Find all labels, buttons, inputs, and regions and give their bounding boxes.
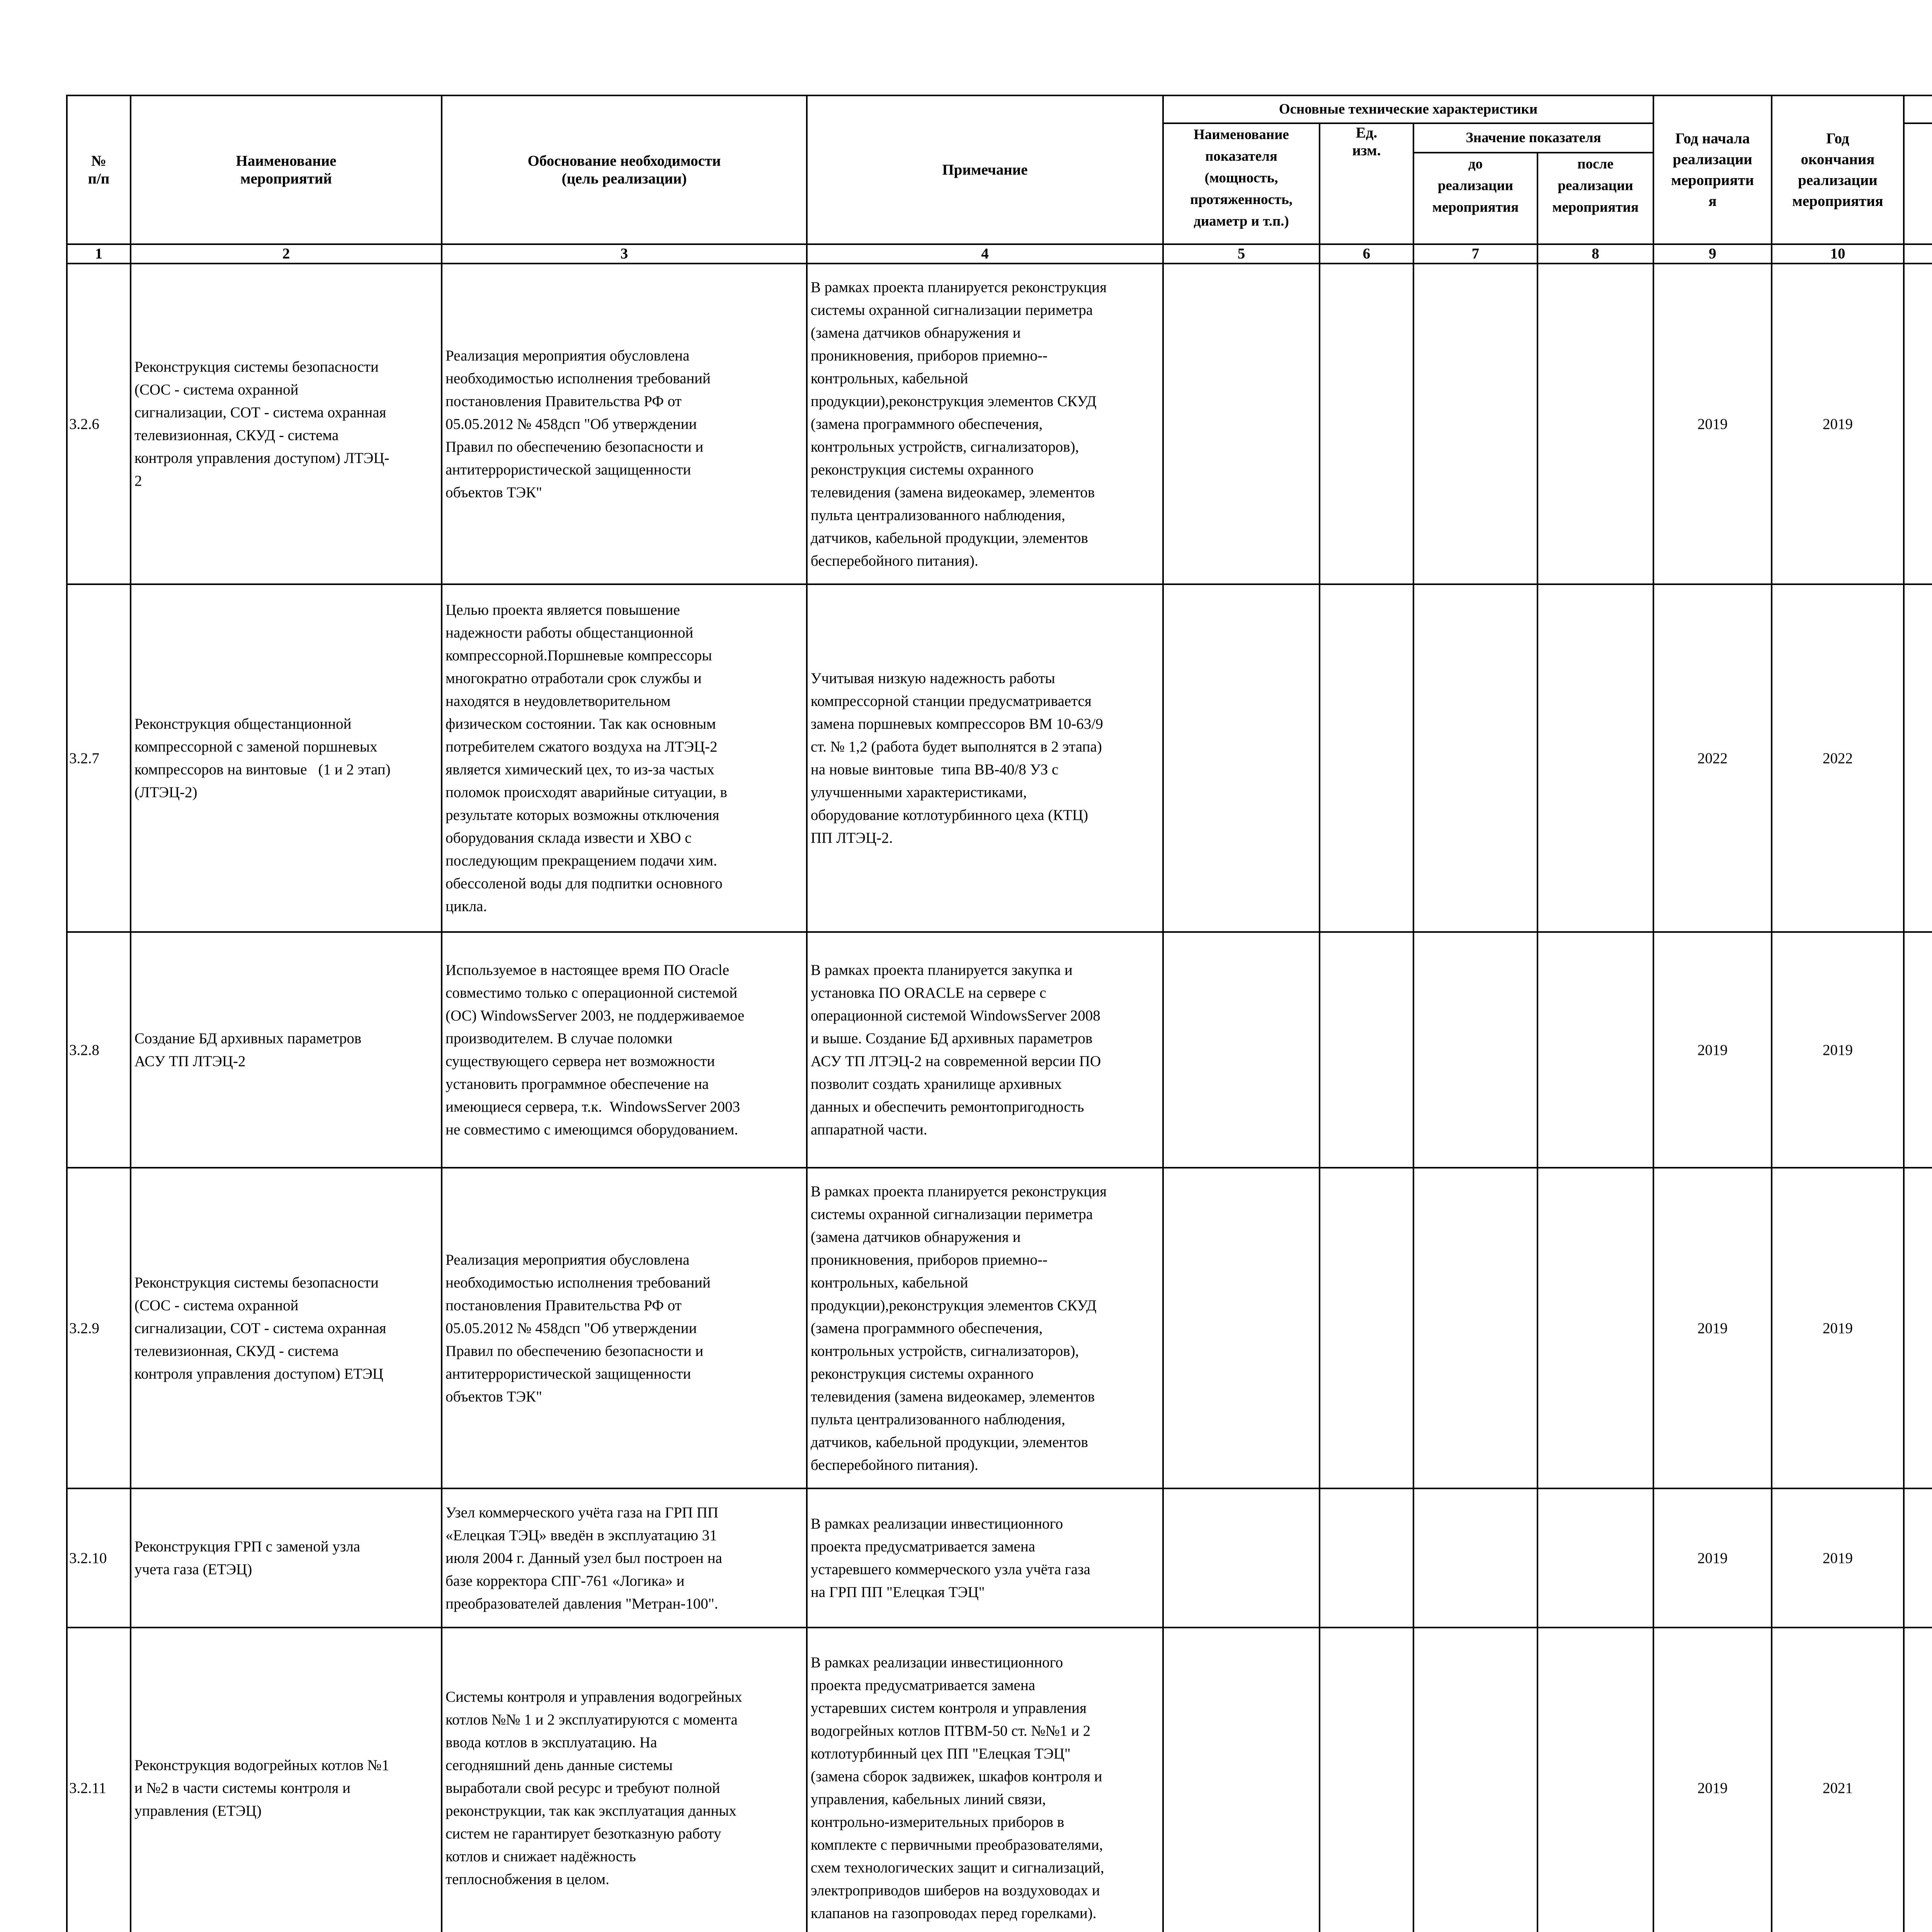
row-note: В рамках реализации инвестиционного проекта предусматривается замена устаревших систем контроля и управления водогрейных котлов ПТВМ-50 ст. №№1 и 2 котлотурбинный цех ПП "Елецкая ТЭЦ" (замена сборок задвижек, шкафов контроля и управления, кабельных линий связи, контрольно-измерительных приборов в комплекте с первичными преобразователями, схем технологических защит и сигнализаций, электроприводов шиберов на воздуховодах и клапанов на газопроводах перед горелками). bbox=[807, 1628, 1163, 1932]
row-note: В рамках проекта планируется закупка и установка ПО ORACLE на сервере с операционной системой WindowsServer 2008 и выше. Создание БД архивных параметров АСУ ТП ЛТЭЦ-2 на современной версии ПО позволит создать хранилище архивных данных и обеспечить ремонтопригодность аппаратной части. bbox=[807, 932, 1163, 1168]
row-number: 3.2.11 bbox=[67, 1628, 131, 1932]
row-unit bbox=[1320, 1628, 1413, 1932]
header-name: Наименование мероприятий bbox=[131, 95, 442, 244]
col-number bbox=[1904, 244, 1932, 264]
row-total bbox=[1904, 584, 1932, 932]
col-number: 6 bbox=[1320, 244, 1413, 264]
col-number: 9 bbox=[1653, 244, 1772, 264]
row-unit bbox=[1320, 264, 1413, 584]
header-note: Примечание bbox=[807, 95, 1163, 244]
header-unit: Ед. изм. bbox=[1320, 123, 1413, 244]
row-number: 3.2.9 bbox=[67, 1168, 131, 1488]
col-number: 10 bbox=[1772, 244, 1904, 264]
row-total bbox=[1904, 1168, 1932, 1488]
header-indicator-value: Значение показателя bbox=[1413, 123, 1653, 153]
table-row bbox=[67, 1488, 1932, 1628]
row-value-before bbox=[1413, 1488, 1537, 1628]
row-value-before bbox=[1413, 1168, 1537, 1488]
row-total bbox=[1904, 1488, 1932, 1628]
row-end-year: 2019 bbox=[1772, 932, 1904, 1168]
row-total bbox=[1904, 932, 1932, 1168]
header-start-year: Год начала реализации мероприяти я bbox=[1653, 95, 1772, 244]
row-justification: Используемое в настоящее время ПО Oracle совместимо только с операционной системой (ОС) WindowsServer 2003, не поддерживаемое производителем. В случае поломки существующего сервера нет возможности установить программное обеспечение на имеющиеся сервера, т.к. WindowsServer 2003 не совместимо с имеющимся оборудованием. bbox=[442, 932, 807, 1168]
header-after: после реализации мероприятия bbox=[1537, 153, 1653, 244]
row-value-before bbox=[1413, 932, 1537, 1168]
row-value-after bbox=[1537, 1628, 1653, 1932]
header-end-year: Год окончания реализации мероприятия bbox=[1772, 95, 1904, 244]
row-number: 3.2.8 bbox=[67, 932, 131, 1168]
row-note: В рамках проекта планируется реконструкция системы охранной сигнализации периметра (замена датчиков обнаружения и проникновения, приборов приемно-- контрольных, кабельной продукции),реконструкция элементов СКУД (замена программного обеспечения, контрольных устройств, сигнализаторов), реконструкция системы охранного телевидения (замена видеокамер, элементов пульта централизованного наблюдения, датчиков, кабельной продукции, элементов бесперебойного питания). bbox=[807, 1168, 1163, 1488]
row-start-year: 2019 bbox=[1653, 932, 1772, 1168]
row-name: Реконструкция ГРП с заменой узла учета газа (ЕТЭЦ) bbox=[131, 1488, 442, 1628]
investment-program-table bbox=[66, 95, 1932, 1932]
row-justification: Узел коммерческого учёта газа на ГРП ПП «Елецкая ТЭЦ» введён в эксплуатацию 31 июля 2004 г. Данный узел был построен на базе корректора СПГ-761 «Логика» и преобразователей давления "Метран-100". bbox=[442, 1488, 807, 1628]
header-tech-characteristics: Основные технические характеристики bbox=[1163, 95, 1653, 123]
row-value-after bbox=[1537, 1168, 1653, 1488]
row-total bbox=[1904, 1628, 1932, 1932]
table-row bbox=[67, 1168, 1932, 1488]
row-unit bbox=[1320, 1488, 1413, 1628]
table-row bbox=[67, 1628, 1932, 1932]
row-note: Учитывая низкую надежность работы компрессорной станции предусматривается замена поршневых компрессоров ВМ 10-63/9 ст. № 1,2 (работа будет выполнятся в 2 этапа) на новые винтовые типа ВВ-40/8 УЗ с улучшенными характеристиками, оборудование котлотурбинного цеха (КТЦ) ПП ЛТЭЦ-2. bbox=[807, 584, 1163, 932]
row-total bbox=[1904, 264, 1932, 584]
col-number: 3 bbox=[442, 244, 807, 264]
row-end-year: 2019 bbox=[1772, 1168, 1904, 1488]
column-number-row bbox=[67, 244, 1932, 264]
table-row bbox=[67, 584, 1932, 932]
row-indicator-name bbox=[1163, 584, 1320, 932]
row-justification: Реализация мероприятия обусловлена необходимостью исполнения требований постановления Правительства РФ от 05.05.2012 № 458дсп "Об утверждении Правил по обеспечению безопасности и антитеррористической защищенности объектов ТЭК" bbox=[442, 264, 807, 584]
col-number: 1 bbox=[67, 244, 131, 264]
col-number: 4 bbox=[807, 244, 1163, 264]
row-name: Реконструкция системы безопасности (СОС - система охранной сигнализации, СОТ - система охранная телевизионная, СКУД - система контроля управления доступом) ЛТЭЦ- 2 bbox=[131, 264, 442, 584]
col-number: 5 bbox=[1163, 244, 1320, 264]
row-start-year: 2019 bbox=[1653, 1488, 1772, 1628]
row-justification: Целью проекта является повышение надежности работы общестанционной компрессорной.Поршневые компрессоры многократно отработали срок службы и находятся в неудовлетворительном физическом состоянии. Так как основным потребителем сжатого воздуха на ЛТЭЦ-2 является химический цех, то из-за частых поломок происходят аварийные ситуации, в результате которых возможны отключения оборудования склада извести и ХВО с последующим прекращением подачи хим. обессоленой воды для подпитки основного цикла. bbox=[442, 584, 807, 932]
row-unit bbox=[1320, 1168, 1413, 1488]
header-total bbox=[1904, 123, 1932, 244]
row-unit bbox=[1320, 932, 1413, 1168]
col-number: 2 bbox=[131, 244, 442, 264]
row-start-year: 2022 bbox=[1653, 584, 1772, 932]
table-row bbox=[67, 264, 1932, 584]
header-justification: Обоснование необходимости (цель реализации) bbox=[442, 95, 807, 244]
row-unit bbox=[1320, 584, 1413, 932]
row-name: Реконструкция системы безопасности (СОС - система охранной сигнализации, СОТ - система охранная телевизионная, СКУД - система контроля управления доступом) ЕТЭЦ bbox=[131, 1168, 442, 1488]
row-end-year: 2022 bbox=[1772, 584, 1904, 932]
header-before: до реализации мероприятия bbox=[1413, 153, 1537, 244]
row-name: Создание БД архивных параметров АСУ ТП ЛТЭЦ-2 bbox=[131, 932, 442, 1168]
row-indicator-name bbox=[1163, 1488, 1320, 1628]
table-row bbox=[67, 932, 1932, 1168]
row-justification: Реализация мероприятия обусловлена необходимостью исполнения требований постановления Правительства РФ от 05.05.2012 № 458дсп "Об утверждении Правил по обеспечению безопасности и антитеррористической защищенности объектов ТЭК" bbox=[442, 1168, 807, 1488]
row-value-before bbox=[1413, 1628, 1537, 1932]
row-number: 3.2.7 bbox=[67, 584, 131, 932]
header-indicator-name: Наименование показателя (мощность, протяженность, диаметр и т.п.) bbox=[1163, 123, 1320, 244]
row-number: 3.2.10 bbox=[67, 1488, 131, 1628]
row-start-year: 2019 bbox=[1653, 1628, 1772, 1932]
row-value-after bbox=[1537, 264, 1653, 584]
row-start-year: 2019 bbox=[1653, 264, 1772, 584]
row-end-year: 2021 bbox=[1772, 1628, 1904, 1932]
col-number: 7 bbox=[1413, 244, 1537, 264]
row-indicator-name bbox=[1163, 1628, 1320, 1932]
row-value-after bbox=[1537, 932, 1653, 1168]
row-indicator-name bbox=[1163, 932, 1320, 1168]
row-value-after bbox=[1537, 1488, 1653, 1628]
row-number: 3.2.6 bbox=[67, 264, 131, 584]
col-number: 8 bbox=[1537, 244, 1653, 264]
row-value-before bbox=[1413, 584, 1537, 932]
row-note: В рамках проекта планируется реконструкция системы охранной сигнализации периметра (замена датчиков обнаружения и проникновения, приборов приемно-- контрольных, кабельной продукции),реконструкция элементов СКУД (замена программного обеспечения, контрольных устройств, сигнализаторов), реконструкция системы охранного телевидения (замена видеокамер, элементов пульта централизованного наблюдения, датчиков, кабельной продукции, элементов бесперебойного питания). bbox=[807, 264, 1163, 584]
header-no: № п/п bbox=[67, 95, 131, 244]
row-value-after bbox=[1537, 584, 1653, 932]
row-indicator-name bbox=[1163, 1168, 1320, 1488]
row-start-year: 2019 bbox=[1653, 1168, 1772, 1488]
table-body bbox=[67, 264, 1932, 1932]
row-note: В рамках реализации инвестиционного проекта предусматривается замена устаревшего коммерческого узла учёта газа на ГРП ПП "Елецкая ТЭЦ" bbox=[807, 1488, 1163, 1628]
table-header bbox=[67, 95, 1932, 264]
row-justification: Системы контроля и управления водогрейных котлов №№ 1 и 2 эксплуатируются с момента ввода котлов в эксплуатацию. На сегодняшний день данные системы выработали свой ресурс и требуют полной реконструкции, так как эксплуатация данных систем не гарантирует безотказную работу котлов и снижает надёжность теплоснобжения в целом. bbox=[442, 1628, 807, 1932]
header-expenses bbox=[1904, 95, 1932, 123]
row-value-before bbox=[1413, 264, 1537, 584]
row-end-year: 2019 bbox=[1772, 264, 1904, 584]
row-name: Реконструкция общестанционной компрессорной с заменой поршневых компрессоров на винтовые (1 и 2 этап) (ЛТЭЦ-2) bbox=[131, 584, 442, 932]
row-end-year: 2019 bbox=[1772, 1488, 1904, 1628]
row-indicator-name bbox=[1163, 264, 1320, 584]
row-name: Реконструкция водогрейных котлов №1 и №2 в части системы контроля и управления (ЕТЭЦ) bbox=[131, 1628, 442, 1932]
